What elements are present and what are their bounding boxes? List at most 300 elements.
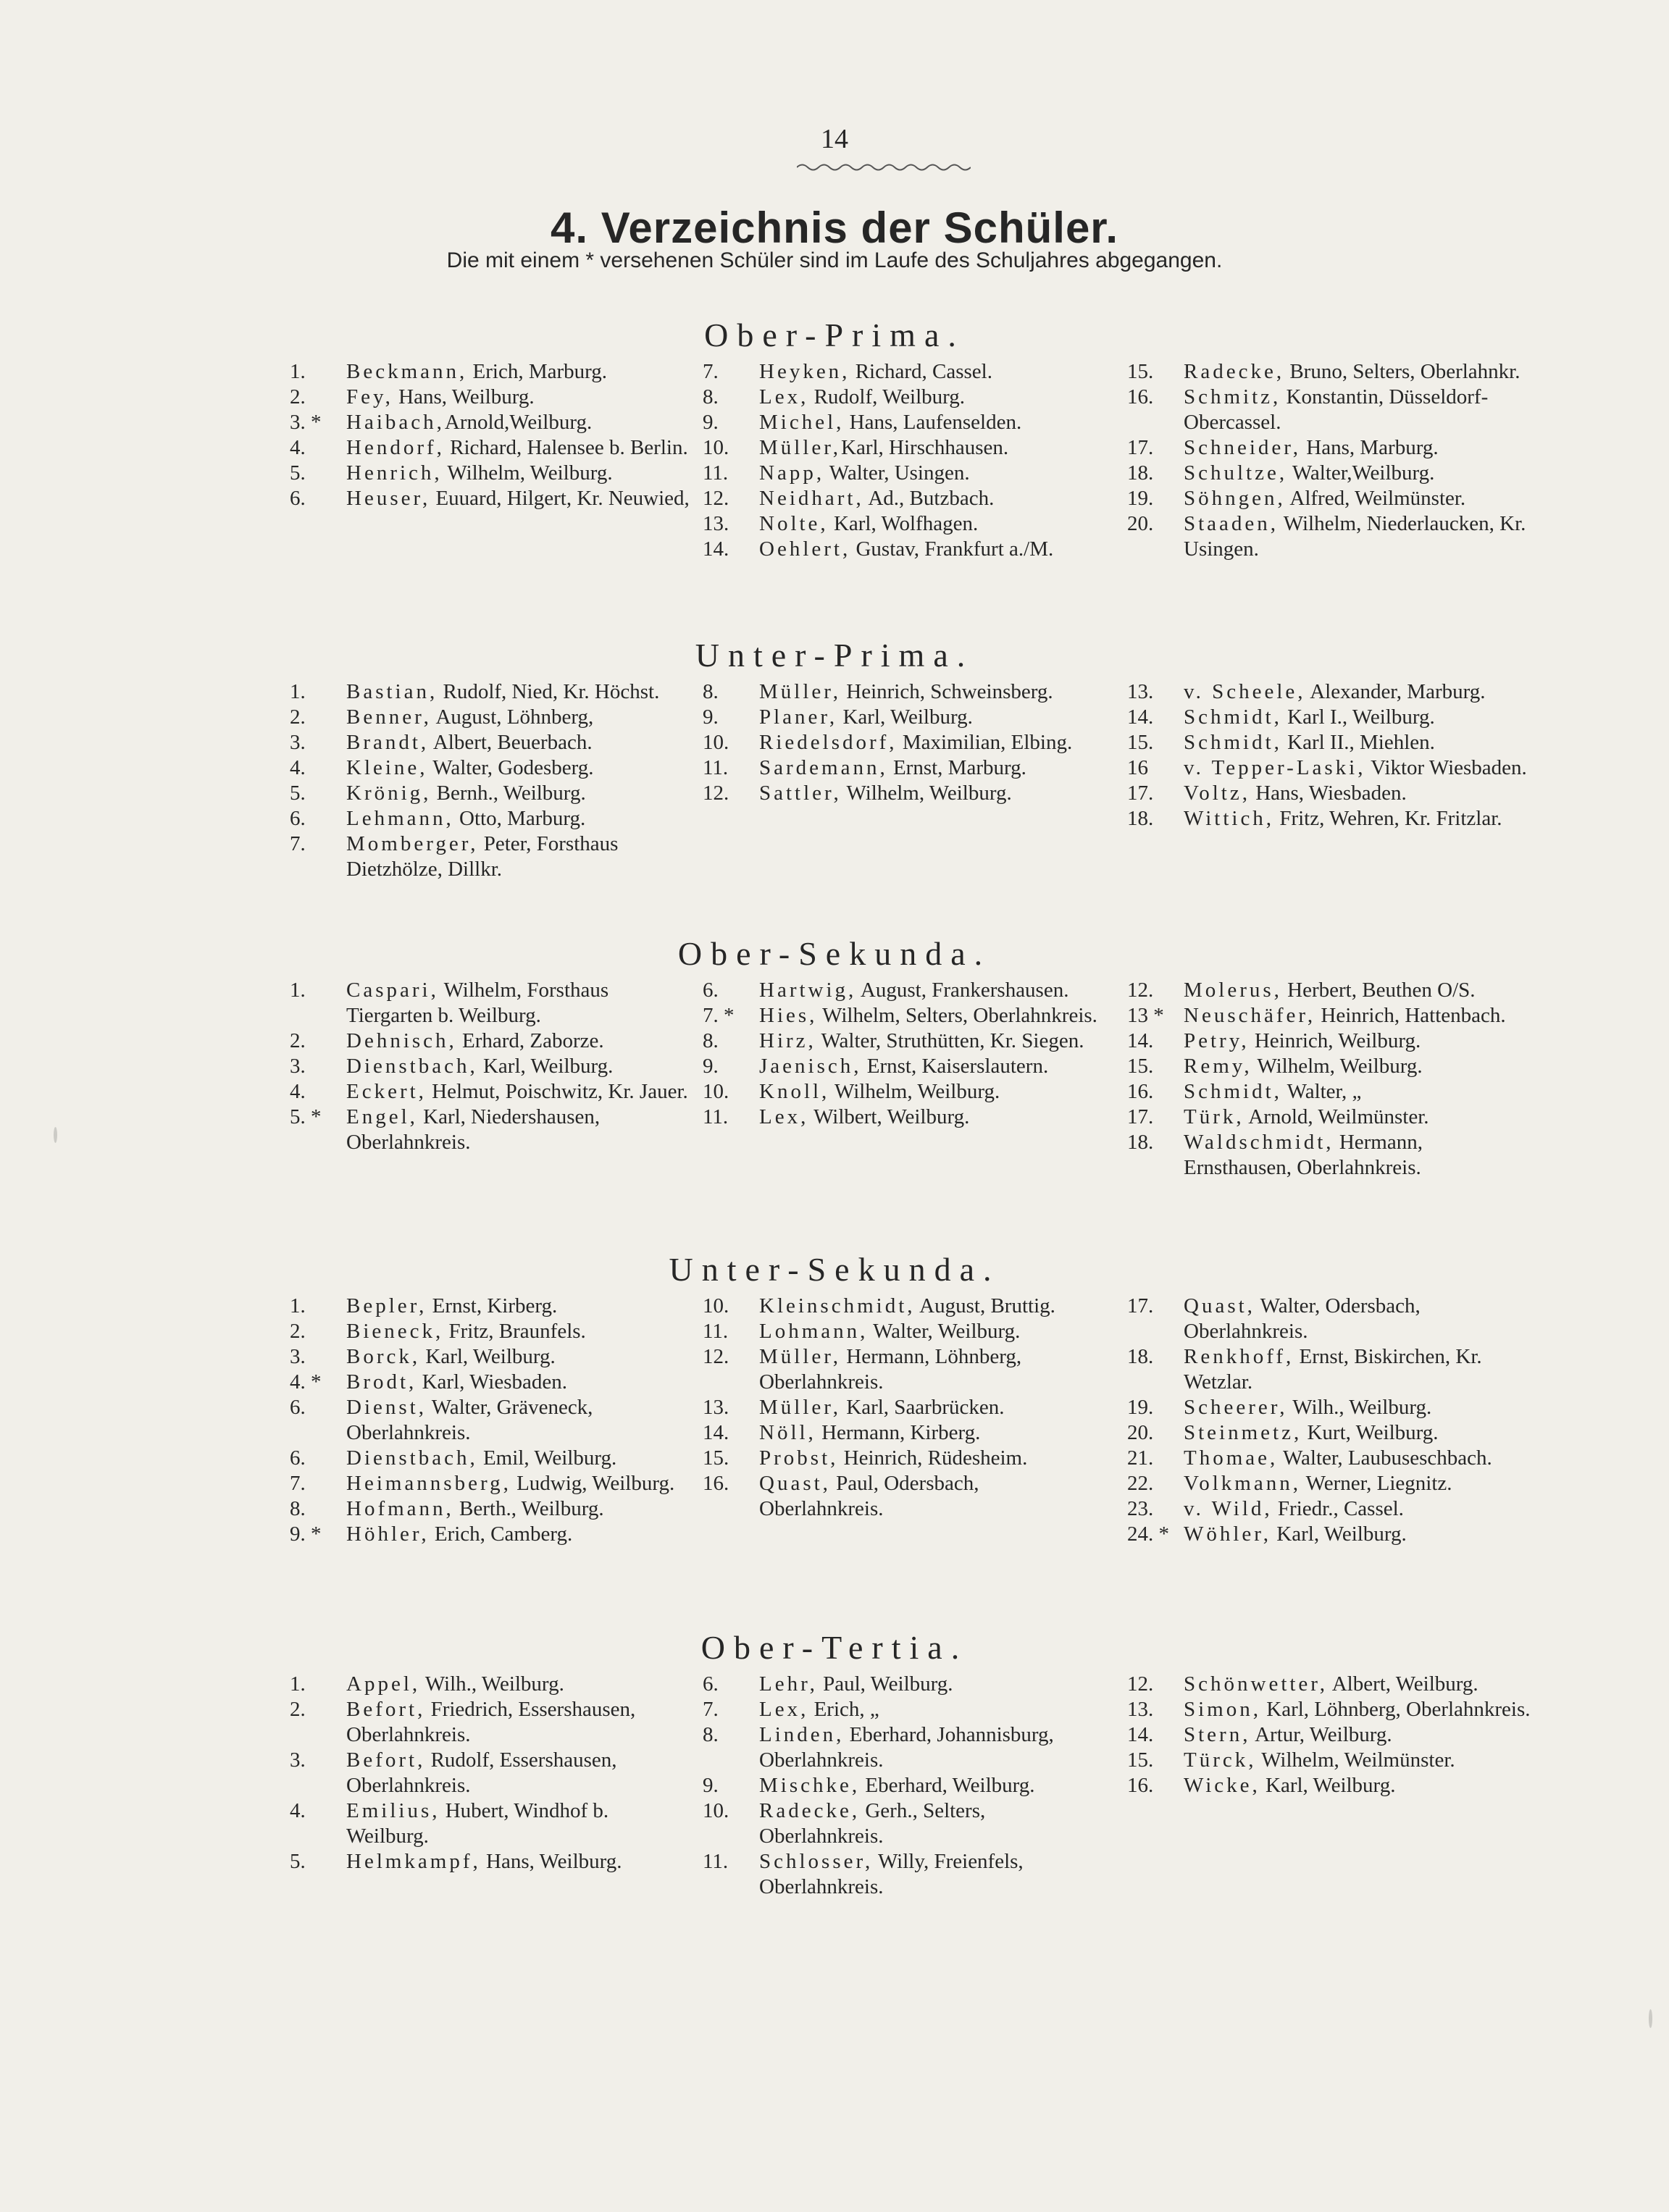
student-surname: Planer, bbox=[759, 705, 838, 729]
student-entry bbox=[290, 1522, 695, 1547]
student-number: 14. bbox=[703, 537, 729, 561]
student-surname: Steinmetz, bbox=[1184, 1421, 1302, 1444]
student-entry bbox=[1127, 1420, 1533, 1446]
list-heading: 4. Verzeichnis der Schüler. bbox=[550, 204, 1119, 252]
student-number: 11. bbox=[703, 461, 729, 485]
student-entry bbox=[1127, 755, 1533, 781]
student-number: 23. bbox=[1127, 1497, 1154, 1520]
student-surname: Sattler, bbox=[759, 782, 842, 805]
student-number: 16. bbox=[1127, 1774, 1154, 1797]
student-surname: Quast, bbox=[1184, 1294, 1255, 1317]
student-details: Hermann, Kirberg. bbox=[816, 1421, 981, 1444]
student-surname: v. Scheele, bbox=[1184, 680, 1306, 703]
student-number: 21. bbox=[1127, 1446, 1154, 1470]
student-details: Wilbert, Weilburg. bbox=[808, 1105, 970, 1128]
student-details: Rudolf, Essershausen, Oberlahnkreis. bbox=[346, 1748, 617, 1797]
student-entry bbox=[1127, 730, 1533, 755]
student-number: 3. bbox=[290, 1055, 306, 1078]
student-details: Konstantin, Düsseldorf-Obercassel. bbox=[1184, 385, 1489, 434]
student-surname: Brodt, bbox=[346, 1370, 417, 1394]
student-details: Bruno, Selters, Oberlahnkr. bbox=[1284, 360, 1520, 383]
student-entry bbox=[290, 435, 695, 461]
student-entry bbox=[703, 1697, 1108, 1722]
student-entry bbox=[703, 410, 1108, 435]
student-details: Berth., Weilburg. bbox=[453, 1497, 604, 1520]
student-surname: Kleine, bbox=[346, 756, 428, 779]
student-entry bbox=[703, 461, 1108, 486]
student-details: Ernst, Biskirchen, Kr. Wetzlar. bbox=[1184, 1345, 1482, 1394]
student-number: 14. bbox=[703, 1421, 729, 1444]
student-details: Heinrich, Weilburg. bbox=[1249, 1029, 1421, 1052]
student-column bbox=[1127, 359, 1533, 562]
student-details: Ad., Butzbach. bbox=[863, 487, 995, 510]
student-details: Maximilian, Elbing. bbox=[897, 731, 1073, 754]
student-details: Wilhelm, Niederlaucken, Kr. Usingen. bbox=[1184, 512, 1526, 561]
student-number: 13. bbox=[1127, 680, 1154, 703]
student-surname: Napp, bbox=[759, 461, 825, 485]
student-number: 5. bbox=[290, 1850, 306, 1873]
student-surname: Radecke, bbox=[1184, 360, 1285, 383]
student-entry bbox=[703, 1722, 1108, 1773]
student-surname: Staaden, bbox=[1184, 512, 1279, 535]
student-surname: Eckert, bbox=[346, 1080, 427, 1103]
student-details: Karl, Saarbrücken. bbox=[841, 1396, 1005, 1419]
student-entry bbox=[290, 1029, 695, 1054]
student-entry bbox=[290, 1446, 695, 1471]
student-details: Hans, Marburg. bbox=[1301, 436, 1439, 459]
student-surname: Michel, bbox=[759, 411, 845, 434]
student-details: Alexander, Marburg. bbox=[1305, 680, 1486, 703]
student-details: Wilh., Weilburg. bbox=[420, 1672, 564, 1696]
student-entry bbox=[1127, 806, 1533, 831]
student-surname: Beckmann, bbox=[346, 360, 468, 383]
student-number: 1. bbox=[290, 1294, 306, 1317]
student-column bbox=[703, 1672, 1108, 1900]
class-heading: Ober-Tertia. bbox=[700, 1629, 969, 1666]
student-details: Wilhelm, Selters, Oberlahnkreis. bbox=[817, 1004, 1097, 1027]
student-entry bbox=[290, 1849, 695, 1874]
student-surname: Renkhoff, bbox=[1184, 1345, 1294, 1368]
student-details: Eberhard, Weilburg. bbox=[860, 1774, 1035, 1797]
student-surname: Dienst, bbox=[346, 1396, 427, 1419]
student-details: Hermann, Ernsthausen, Oberlahnkreis. bbox=[1184, 1131, 1423, 1179]
student-surname: Heuser, bbox=[346, 487, 431, 510]
student-details: Eberhard, Johannisburg, Oberlahnkreis. bbox=[759, 1723, 1054, 1772]
student-number: 17. bbox=[1127, 1105, 1154, 1128]
student-surname: Müller, bbox=[759, 1345, 842, 1368]
student-entry bbox=[1127, 1446, 1533, 1471]
student-number: 6. bbox=[290, 1446, 306, 1470]
student-entry bbox=[290, 705, 695, 730]
student-number: 15. bbox=[1127, 1055, 1154, 1078]
student-number: 12. bbox=[703, 1345, 729, 1368]
student-number: 10. bbox=[703, 1080, 729, 1103]
student-entry bbox=[703, 511, 1108, 537]
student-number: 6. bbox=[290, 1396, 306, 1419]
student-details: Werner, Liegnitz. bbox=[1300, 1472, 1452, 1495]
student-number: 2. bbox=[290, 1320, 306, 1343]
student-details: Paul, Weilburg. bbox=[817, 1672, 953, 1696]
student-details: Walter, Godesberg. bbox=[427, 756, 594, 779]
student-surname: Dehnisch, bbox=[346, 1029, 457, 1052]
student-surname: Wicke, bbox=[1184, 1774, 1260, 1797]
student-number: 12. bbox=[703, 782, 729, 805]
student-entry bbox=[703, 1105, 1108, 1130]
student-surname: Befort, bbox=[346, 1748, 426, 1772]
student-entry bbox=[290, 1672, 695, 1697]
student-surname: Wittich, bbox=[1184, 807, 1275, 830]
student-number: 16. bbox=[1127, 1080, 1154, 1103]
student-surname: Helmkampf, bbox=[346, 1850, 481, 1873]
student-entry bbox=[703, 730, 1108, 755]
student-surname: v. Tepper-Laski, bbox=[1184, 756, 1366, 779]
student-column bbox=[703, 978, 1108, 1130]
student-number: 9. bbox=[703, 1055, 719, 1078]
student-details: Karl, Weilburg. bbox=[420, 1345, 556, 1368]
student-entry bbox=[290, 1344, 695, 1370]
student-number: 8. bbox=[703, 385, 719, 409]
student-details: Walter, Weilburg. bbox=[868, 1320, 1021, 1343]
student-details: Albert, Weilburg. bbox=[1328, 1672, 1478, 1696]
class-heading: Ober-Sekunda. bbox=[677, 935, 992, 972]
student-surname: Schneider, bbox=[1184, 436, 1302, 459]
student-number: 18. bbox=[1127, 461, 1154, 485]
student-entry bbox=[1127, 1294, 1533, 1344]
student-surname: Jaenisch, bbox=[759, 1055, 862, 1078]
student-surname: Söhngen, bbox=[1184, 487, 1286, 510]
student-details: Wilhelm, Forsthaus Tiergarten b. Weilburg. bbox=[346, 979, 609, 1027]
student-column bbox=[1127, 679, 1533, 831]
student-entry bbox=[703, 1294, 1108, 1319]
student-details: Herbert, Beuthen O/S. bbox=[1281, 979, 1476, 1002]
student-surname: v. Wild, bbox=[1184, 1497, 1273, 1520]
student-entry bbox=[1127, 1748, 1533, 1773]
student-number: 10. bbox=[703, 1799, 729, 1822]
student-entry bbox=[703, 385, 1108, 410]
student-number: 7. bbox=[703, 360, 719, 383]
student-details: Fritz, Wehren, Kr. Fritzlar. bbox=[1274, 807, 1502, 830]
student-details: Viktor Wiesbaden. bbox=[1365, 756, 1527, 779]
student-surname: Volkmann, bbox=[1184, 1472, 1301, 1495]
student-surname: Lex, bbox=[759, 1105, 809, 1128]
student-surname: Kleinschmidt, bbox=[759, 1294, 916, 1317]
student-number: 5. * bbox=[290, 1105, 322, 1128]
student-surname: Hirz, bbox=[759, 1029, 816, 1052]
student-number: 16. bbox=[703, 1472, 729, 1495]
student-details: Peter, Forsthaus Dietzhölze, Dillkr. bbox=[346, 832, 619, 881]
student-number: 1. bbox=[290, 1672, 306, 1696]
student-entry bbox=[290, 1079, 695, 1105]
student-details: Paul, Odersbach, Oberlahnkreis. bbox=[759, 1472, 979, 1520]
student-surname: Schmidt, bbox=[1184, 731, 1282, 754]
student-surname: Riedelsdorf, bbox=[759, 731, 898, 754]
student-details: Erich, „ bbox=[808, 1698, 879, 1721]
student-details: Walter, Odersbach, Oberlahnkreis. bbox=[1184, 1294, 1421, 1343]
student-surname: Waldschmidt, bbox=[1184, 1131, 1334, 1154]
student-number: 24. * bbox=[1127, 1522, 1169, 1546]
student-entry bbox=[290, 978, 695, 1029]
student-surname: Schönwetter, bbox=[1184, 1672, 1329, 1696]
student-details: Albert, Beuerbach. bbox=[429, 731, 593, 754]
student-number: 12. bbox=[703, 487, 729, 510]
student-entry bbox=[290, 1105, 695, 1155]
student-surname: Schultze, bbox=[1184, 461, 1288, 485]
student-number: 8. bbox=[703, 680, 719, 703]
student-surname: Hies, bbox=[759, 1004, 818, 1027]
student-surname: Nolte, bbox=[759, 512, 829, 535]
student-entry bbox=[703, 1420, 1108, 1446]
student-details: Karl, Wolfhagen. bbox=[828, 512, 979, 535]
student-entry bbox=[1127, 1029, 1533, 1054]
student-details: Karl, Niedershausen, Oberlahnkreis. bbox=[346, 1105, 601, 1154]
student-entry bbox=[703, 537, 1108, 562]
student-surname: Haibach, bbox=[346, 411, 445, 434]
student-surname: Müller, bbox=[759, 1396, 842, 1419]
departure-note: Die mit einem * versehenen Schüler sind im Laufe des Schuljahres abgegangen. bbox=[446, 248, 1223, 272]
student-number: 12. bbox=[1127, 979, 1154, 1002]
student-entry bbox=[703, 1672, 1108, 1697]
student-details: Artur, Weilburg. bbox=[1250, 1723, 1392, 1746]
student-column bbox=[290, 359, 695, 511]
student-details: Willy, Freienfels, Oberlahnkreis. bbox=[759, 1850, 1024, 1898]
student-surname: Schmidt, bbox=[1184, 1080, 1282, 1103]
student-entry bbox=[703, 755, 1108, 781]
student-number: 14. bbox=[1127, 1723, 1154, 1746]
student-details: Walter,Weilburg. bbox=[1287, 461, 1435, 485]
student-surname: Müller, bbox=[759, 680, 842, 703]
student-surname: Borck, bbox=[346, 1345, 421, 1368]
student-entry bbox=[290, 1054, 695, 1079]
student-surname: Lex, bbox=[759, 385, 809, 409]
student-number: 22. bbox=[1127, 1472, 1154, 1495]
class-heading: Ober-Prima. bbox=[704, 317, 965, 353]
student-number: 16 bbox=[1127, 756, 1148, 779]
student-entry bbox=[1127, 1672, 1533, 1697]
student-details: Arnold,Weilburg. bbox=[444, 411, 593, 434]
student-entry bbox=[1127, 679, 1533, 705]
student-details: August, Bruttig. bbox=[915, 1294, 1055, 1317]
student-entry bbox=[290, 1471, 695, 1496]
student-entry bbox=[290, 831, 695, 882]
student-number: 7. bbox=[703, 1698, 719, 1721]
student-entry bbox=[290, 461, 695, 486]
student-entry bbox=[703, 1773, 1108, 1798]
student-details: Erhard, Zaborze. bbox=[456, 1029, 604, 1052]
student-surname: Dienstbach, bbox=[346, 1446, 478, 1470]
student-details: Hans, Laufenselden. bbox=[844, 411, 1022, 434]
student-details: Rudolf, Nied, Kr. Höchst. bbox=[438, 680, 660, 703]
student-details: Hubert, Windhof b. Weilburg. bbox=[346, 1799, 609, 1848]
ink-speck bbox=[54, 1127, 57, 1143]
student-entry bbox=[1127, 461, 1533, 486]
student-details: Gustav, Frankfurt a./M. bbox=[850, 537, 1054, 561]
student-details: Otto, Marburg. bbox=[453, 807, 586, 830]
student-surname: Thomae, bbox=[1184, 1446, 1279, 1470]
student-surname: Dienstbach, bbox=[346, 1055, 478, 1078]
student-entry bbox=[703, 705, 1108, 730]
student-number: 2. bbox=[290, 705, 306, 729]
student-entry bbox=[703, 1446, 1108, 1471]
student-details: Heinrich, Rüdesheim. bbox=[838, 1446, 1028, 1470]
student-details: Erich, Marburg. bbox=[467, 360, 608, 383]
student-details: Gerh., Selters, Oberlahnkreis. bbox=[759, 1799, 986, 1848]
student-details: Hans, Weilburg. bbox=[393, 385, 535, 409]
student-number: 9. bbox=[703, 1774, 719, 1797]
student-number: 4. bbox=[290, 1080, 306, 1103]
student-entry bbox=[1127, 1522, 1533, 1547]
student-surname: Fey, bbox=[346, 385, 393, 409]
student-surname: Remy, bbox=[1184, 1055, 1252, 1078]
student-details: Kurt, Weilburg. bbox=[1302, 1421, 1439, 1444]
student-surname: Quast, bbox=[759, 1472, 831, 1495]
student-details: Hans, Weilburg. bbox=[480, 1850, 622, 1873]
student-entry bbox=[290, 385, 695, 410]
student-number: 1. bbox=[290, 979, 306, 1002]
student-surname: Linden, bbox=[759, 1723, 845, 1746]
student-number: 13. bbox=[703, 512, 729, 535]
student-number: 18. bbox=[1127, 1345, 1154, 1368]
student-entry bbox=[290, 1294, 695, 1319]
student-surname: Schlosser, bbox=[759, 1850, 874, 1873]
student-surname: Oehlert, bbox=[759, 537, 851, 561]
student-column bbox=[290, 679, 695, 882]
student-number: 15. bbox=[1127, 1748, 1154, 1772]
student-entry bbox=[1127, 1344, 1533, 1395]
ink-speck bbox=[1649, 2009, 1652, 2028]
student-details: Wilhelm, Weilburg. bbox=[1252, 1055, 1423, 1078]
student-number: 12. bbox=[1127, 1672, 1154, 1696]
student-number: 9. bbox=[703, 705, 719, 729]
student-surname: Appel, bbox=[346, 1672, 421, 1696]
student-column bbox=[1127, 1672, 1533, 1798]
student-surname: Engel, bbox=[346, 1105, 418, 1128]
student-number: 3. bbox=[290, 1748, 306, 1772]
student-number: 11. bbox=[703, 756, 729, 779]
student-surname: Schmidt, bbox=[1184, 705, 1282, 729]
student-number: 6. bbox=[703, 1672, 719, 1696]
student-entry bbox=[1127, 435, 1533, 461]
student-details: Helmut, Poischwitz, Kr. Jauer. bbox=[426, 1080, 688, 1103]
student-details: Rudolf, Weilburg. bbox=[808, 385, 966, 409]
student-details: Walter, Usingen. bbox=[824, 461, 970, 485]
student-entry bbox=[703, 1079, 1108, 1105]
student-number: 1. bbox=[290, 360, 306, 383]
page-number-ornament bbox=[797, 162, 971, 172]
student-number: 13. bbox=[1127, 1698, 1154, 1721]
student-details: Karl I., Weilburg. bbox=[1281, 705, 1435, 729]
student-details: Euuard, Hilgert, Kr. Neuwied, bbox=[430, 487, 690, 510]
student-entry bbox=[290, 1496, 695, 1522]
student-surname: Emilius, bbox=[346, 1799, 440, 1822]
student-surname: Radecke, bbox=[759, 1799, 861, 1822]
student-number: 7. * bbox=[703, 1004, 735, 1027]
student-details: Walter, Struthütten, Kr. Siegen. bbox=[816, 1029, 1084, 1052]
student-details: Karl, Hirschhausen. bbox=[841, 436, 1009, 459]
student-details: Richard, Halensee b. Berlin. bbox=[444, 436, 688, 459]
student-entry bbox=[1127, 705, 1533, 730]
student-entry bbox=[1127, 1130, 1533, 1181]
student-entry bbox=[290, 730, 695, 755]
student-surname: Lehmann, bbox=[346, 807, 454, 830]
student-entry bbox=[703, 1395, 1108, 1420]
page-number: 14 bbox=[821, 124, 848, 154]
student-entry bbox=[1127, 1697, 1533, 1722]
student-surname: Hofmann, bbox=[346, 1497, 454, 1520]
student-surname: Neuschäfer, bbox=[1184, 1004, 1316, 1027]
student-entry bbox=[1127, 978, 1533, 1003]
student-entry bbox=[703, 1798, 1108, 1849]
student-surname: Heimannsberg, bbox=[346, 1472, 511, 1495]
student-details: Erich, Camberg. bbox=[429, 1522, 573, 1546]
student-number: 5. bbox=[290, 782, 306, 805]
student-surname: Momberger, bbox=[346, 832, 479, 855]
student-surname: Hartwig, bbox=[759, 979, 857, 1002]
student-surname: Probst, bbox=[759, 1446, 839, 1470]
student-surname: Befort, bbox=[346, 1698, 426, 1721]
student-details: Karl, Löhnberg, Oberlahnkreis. bbox=[1261, 1698, 1531, 1721]
student-entry bbox=[703, 1054, 1108, 1079]
student-details: Ernst, Kaiserslautern. bbox=[861, 1055, 1049, 1078]
student-number: 4. bbox=[290, 436, 306, 459]
student-number: 20. bbox=[1127, 1421, 1154, 1444]
student-surname: Benner, bbox=[346, 705, 432, 729]
student-number: 9. bbox=[703, 411, 719, 434]
student-entry bbox=[290, 410, 695, 435]
student-entry bbox=[1127, 385, 1533, 435]
student-surname: Bastian, bbox=[346, 680, 438, 703]
student-column bbox=[290, 978, 695, 1155]
student-number: 11. bbox=[703, 1850, 729, 1873]
student-details: Karl, Weilburg. bbox=[477, 1055, 614, 1078]
student-surname: Bieneck, bbox=[346, 1320, 444, 1343]
student-entry bbox=[1127, 1079, 1533, 1105]
student-number: 3. * bbox=[290, 411, 322, 434]
student-surname: Mischke, bbox=[759, 1774, 861, 1797]
student-surname: Bepler, bbox=[346, 1294, 427, 1317]
student-number: 4. bbox=[290, 756, 306, 779]
student-details: Emil, Weilburg. bbox=[477, 1446, 617, 1470]
student-entry bbox=[703, 1003, 1108, 1029]
student-entry bbox=[703, 781, 1108, 806]
student-details: Hans, Wiesbaden. bbox=[1250, 782, 1407, 805]
student-number: 17. bbox=[1127, 1294, 1154, 1317]
student-surname: Simon, bbox=[1184, 1698, 1261, 1721]
student-entry bbox=[290, 679, 695, 705]
student-entry bbox=[703, 1849, 1108, 1900]
student-number: 4. * bbox=[290, 1370, 322, 1394]
student-details: Fritz, Braunfels. bbox=[443, 1320, 586, 1343]
student-entry bbox=[290, 486, 695, 511]
student-entry bbox=[290, 1370, 695, 1395]
student-details: Ernst, Marburg. bbox=[887, 756, 1026, 779]
student-column bbox=[1127, 978, 1533, 1181]
student-entry bbox=[703, 1029, 1108, 1054]
student-number: 2. bbox=[290, 1029, 306, 1052]
student-surname: Scheerer, bbox=[1184, 1396, 1288, 1419]
student-details: Wilhelm, Weilmünster. bbox=[1256, 1748, 1455, 1772]
student-number: 13. bbox=[703, 1396, 729, 1419]
student-entry bbox=[1127, 1105, 1533, 1130]
student-number: 11. bbox=[703, 1105, 729, 1128]
student-details: Karl II., Miehlen. bbox=[1281, 731, 1435, 754]
student-details: Wilh., Weilburg. bbox=[1287, 1396, 1432, 1419]
student-details: Ludwig, Weilburg. bbox=[511, 1472, 675, 1495]
student-surname: Müller, bbox=[759, 436, 842, 459]
student-number: 6. bbox=[290, 807, 306, 830]
student-entry bbox=[290, 1395, 695, 1446]
student-number: 10. bbox=[703, 1294, 729, 1317]
student-details: Karl, Wiesbaden. bbox=[417, 1370, 567, 1394]
